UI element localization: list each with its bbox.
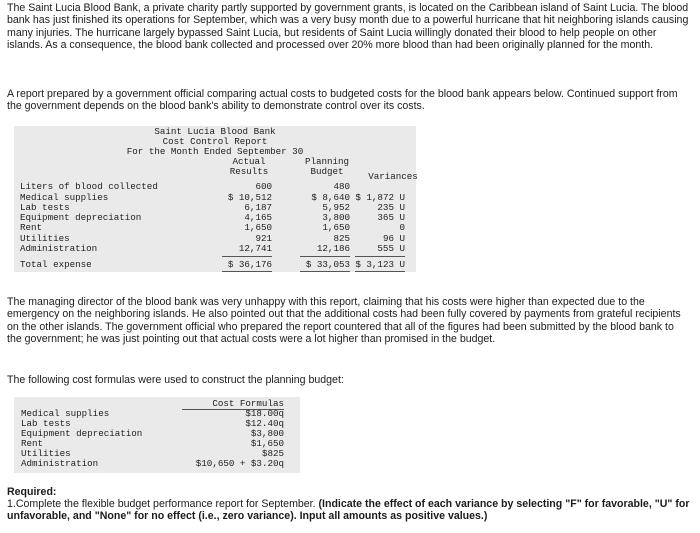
required-item-1 xyxy=(7,498,691,523)
intro-paragraph: The Saint Lucia Blood Bank, a private charity partly supported by government grants, is located on the Caribbean island of Saint Lucia. The blood bank has just finished its operations for September, which was a very busy month due to a powerful hurricane that hit neighboring islands causing many injuries. The hurricane largely bypassed Saint Lucia, but residents of Saint Lucia willingly donated their blood to help people on other islands. As a consequence, the blood bank collected and processed over 20% more blood than had been originally planned for the month. xyxy=(7,2,689,52)
formula-value: $12.40q xyxy=(245,418,284,429)
total-rule-budget xyxy=(300,271,350,272)
cost-formulas-table xyxy=(14,397,300,473)
formula-label: Administration xyxy=(21,458,99,469)
row-actual: 4,165 xyxy=(244,212,272,223)
row-label: Liters of blood collected xyxy=(20,181,158,192)
cost-formulas-header: Cost Formulas xyxy=(212,398,284,409)
formula-label: Lab tests xyxy=(21,418,71,429)
row-label: Medical supplies xyxy=(20,192,109,203)
row-variance: 235 U xyxy=(377,202,405,213)
formula-label: Utilities xyxy=(21,448,71,459)
formula-label: Rent xyxy=(21,438,44,449)
row-budget: 3,800 xyxy=(322,212,350,223)
director-paragraph: The managing director of the blood bank was very unhappy with this report, claiming that his costs were higher than expected due to the emergency on the neighboring islands. He also pointed out that the additional costs had been fully covered by payments from grateful recipients on the other islands. The government official who prepared the report countered that all of the figures had been submitted by the blood bank to the government; he was just pointing out that actual costs were a lot higher than promised in the budget. xyxy=(7,296,681,346)
formula-value: $1,650 xyxy=(250,438,284,449)
subtotal-rule-budget xyxy=(300,256,350,257)
row-actual: 12,741 xyxy=(238,243,272,254)
formula-label: Equipment depreciation xyxy=(21,428,143,439)
row-budget: 1,650 xyxy=(322,222,350,233)
row-budget: 480 xyxy=(333,181,350,192)
report-subtitle: Cost Control Report xyxy=(162,136,268,147)
row-label: Total expense xyxy=(20,259,92,270)
row-actual: 600 xyxy=(255,181,272,192)
row-actual: $ 36,176 xyxy=(227,259,272,270)
row-actual: 921 xyxy=(255,233,272,244)
row-actual: 6,187 xyxy=(244,202,272,213)
row-label: Utilities xyxy=(20,233,70,244)
required-heading: Required: xyxy=(7,486,57,498)
subtotal-rule-variance xyxy=(355,256,405,257)
col-header-results: Results xyxy=(229,166,269,177)
row-budget: 12,186 xyxy=(316,243,350,254)
required-item-text: 1.Complete the flexible budget performance report for September. xyxy=(7,498,319,510)
total-rule-actual xyxy=(222,271,272,272)
col-header-planning: Planning xyxy=(304,156,350,167)
formula-value: $10,650 + $3.20q xyxy=(195,458,284,469)
subtotal-rule-actual xyxy=(222,256,272,257)
report-intro-paragraph: A report prepared by a government official comparing actual costs to budgeted costs for the blood bank appears below. Continued support from the government depends on the blood bank's ability to demonstrate control over its costs. xyxy=(7,88,678,113)
report-title: Saint Lucia Blood Bank xyxy=(154,126,276,137)
required-item-instructions: (Indicate the effect of each variance by selecting "F" for favorable, "U" for unfavorable, and "None" for no effect (i.e., zero variance). Input all amounts as positive values.) xyxy=(7,498,690,523)
row-variance: 365 U xyxy=(377,212,405,223)
row-budget: $ 33,053 xyxy=(305,259,350,270)
col-header-actual: Actual xyxy=(232,156,266,167)
row-label: Administration xyxy=(20,243,98,254)
row-label: Lab tests xyxy=(20,202,70,213)
col-header-variances: Variances xyxy=(368,171,418,182)
row-variance: 96 U xyxy=(382,233,405,244)
formula-label: Medical supplies xyxy=(21,408,110,419)
row-budget: 825 xyxy=(333,233,350,244)
row-budget: $ 8,640 xyxy=(311,192,350,203)
row-label: Equipment depreciation xyxy=(20,212,142,223)
row-label: Rent xyxy=(20,222,43,233)
formula-value: $3,800 xyxy=(250,428,284,439)
report-period: For the Month Ended September 30 xyxy=(126,146,304,157)
row-variance: $ 1,872 U xyxy=(355,192,405,203)
row-variance: $ 3,123 U xyxy=(355,259,405,270)
row-variance: 555 U xyxy=(377,243,405,254)
row-variance: 0 xyxy=(399,222,405,233)
formula-value: $18.00q xyxy=(245,408,284,419)
col-header-budget: Budget xyxy=(310,166,344,177)
formulas-intro: The following cost formulas were used to construct the planning budget: xyxy=(7,374,344,386)
row-actual: $ 10,512 xyxy=(227,192,272,203)
total-rule-variance xyxy=(355,271,405,272)
row-actual: 1,650 xyxy=(244,222,272,233)
formula-value: $825 xyxy=(261,448,284,459)
row-budget: 5,952 xyxy=(322,202,350,213)
